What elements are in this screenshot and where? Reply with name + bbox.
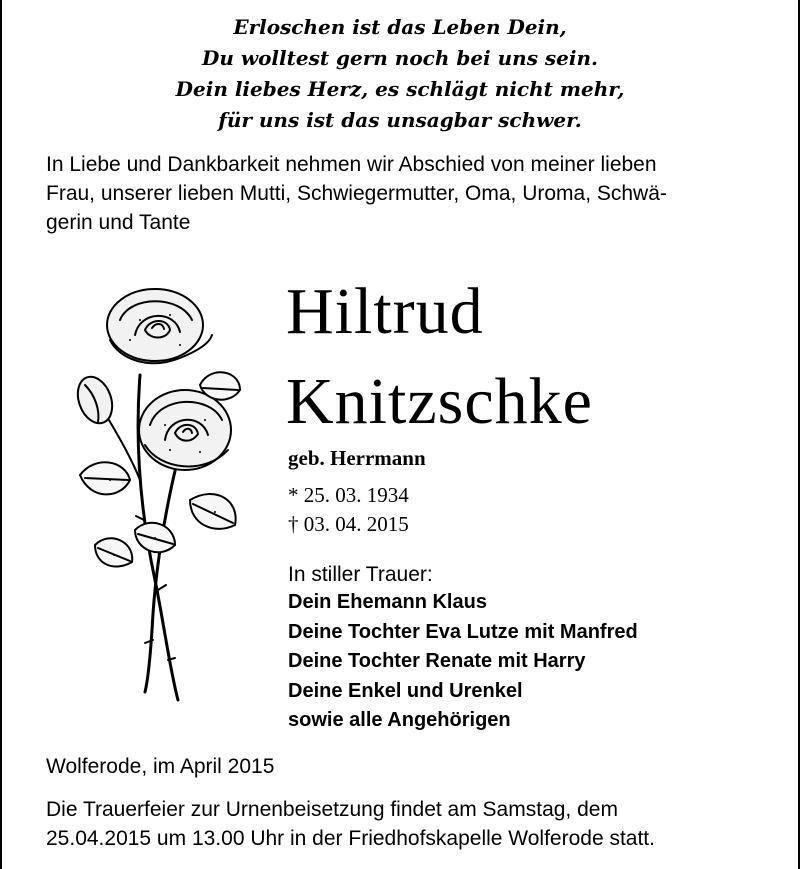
intro-line: gerin und Tante — [46, 211, 191, 234]
intro-line: In Liebe und Dankbarkeit nehmen wir Abschied von meiner lieben — [46, 153, 657, 176]
memorial-poem — [0, 12, 800, 136]
birth-name: geb. Herrmann — [288, 446, 426, 470]
mourner: Deine Enkel und Urenkel — [288, 679, 523, 702]
mourning-heading: In stiller Trauer: — [288, 563, 433, 586]
ceremony-line: 25.04.2015 um 13.00 Uhr in der Friedhofskapelle Wolferode statt. — [46, 827, 655, 850]
intro-line: Frau, unserer lieben Mutti, Schwiegermutter, Oma, Uroma, Schwä- — [46, 182, 667, 205]
place-date: Wolferode, im April 2015 — [46, 755, 275, 778]
poem-line: Erloschen ist das Leben Dein, — [233, 15, 567, 39]
mourner: Deine Tochter Eva Lutze mit Manfred — [288, 620, 638, 643]
intro-text — [46, 150, 776, 237]
mourners-list — [288, 588, 638, 736]
roses-illustration-icon — [40, 280, 280, 710]
mourner: Deine Tochter Renate mit Harry — [288, 650, 586, 672]
poem-line: für uns ist das unsagbar schwer. — [218, 108, 582, 132]
ceremony-info — [46, 795, 655, 853]
birth-date: * 25. 03. 1934 — [288, 483, 409, 507]
poem-line: Du wolltest gern noch bei uns sein. — [202, 46, 598, 70]
death-date: † 03. 04. 2015 — [288, 512, 409, 536]
deceased-first-name: Hiltrud — [286, 275, 484, 348]
mourner: Dein Ehemann Klaus — [288, 591, 487, 613]
deceased-last-name: Knitzschke — [286, 365, 593, 438]
life-dates — [288, 481, 409, 539]
poem-line: Dein liebes Herz, es schlägt nicht mehr, — [175, 77, 625, 101]
mourner: sowie alle Angehörigen — [288, 709, 511, 731]
ceremony-line: Die Trauerfeier zur Urnenbeisetzung findet am Samstag, dem — [46, 798, 618, 821]
